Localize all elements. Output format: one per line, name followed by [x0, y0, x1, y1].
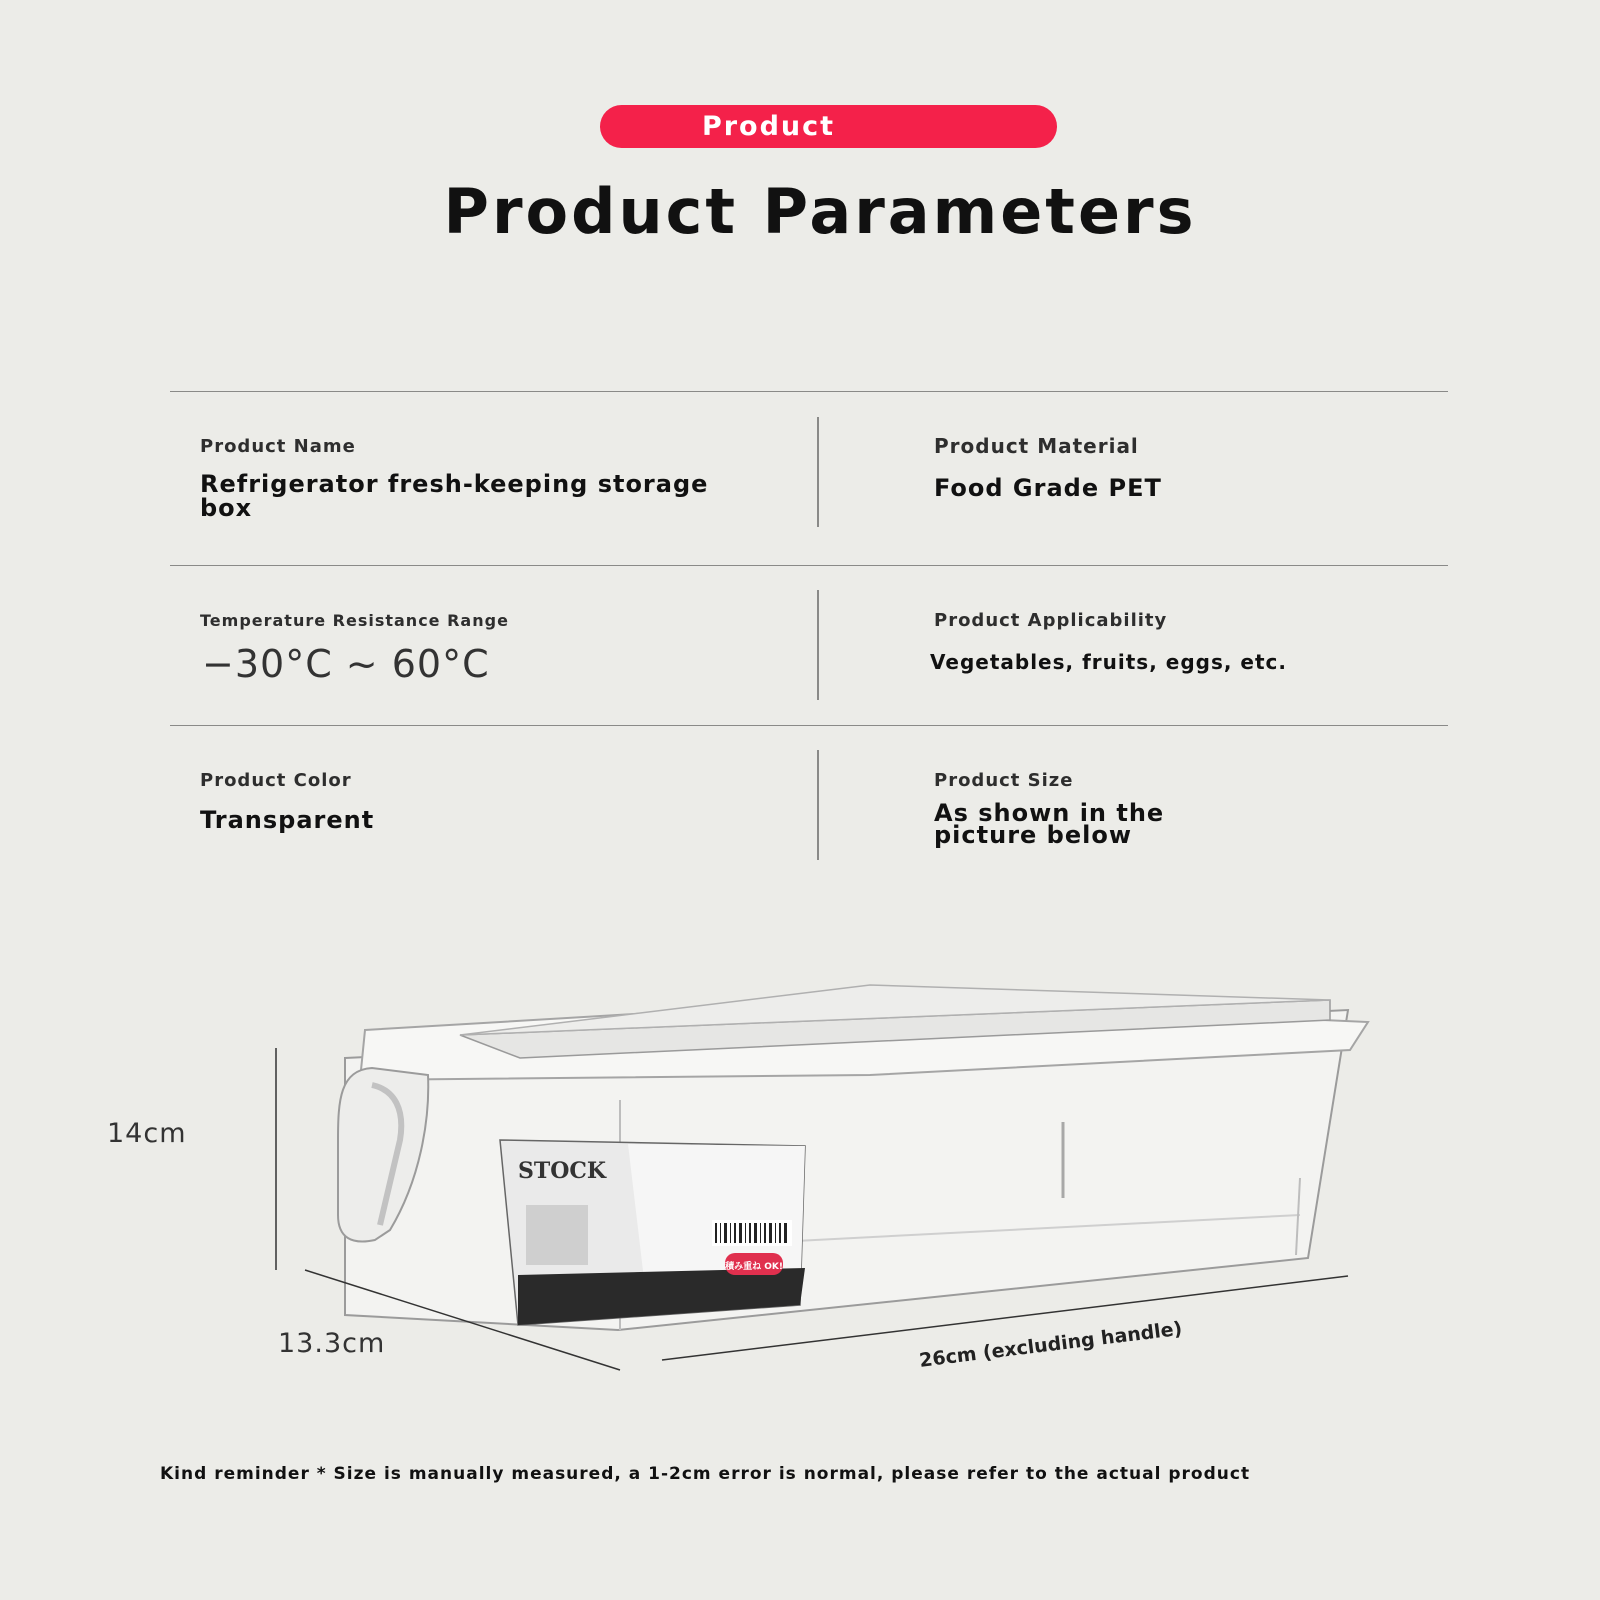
kind-reminder: Kind reminder * Size is manually measured, a 1-2cm error is normal, please refer to the actual product [160, 1464, 1251, 1484]
product-size-value: As shown in the picture below [934, 799, 1165, 849]
product-color-label: Product Color [200, 770, 352, 791]
sticker-photo [526, 1205, 588, 1265]
product-material-label: Product Material [934, 434, 1139, 458]
applicability-label: Product Applicability [934, 610, 1168, 631]
height-dimension-label: 14cm [107, 1118, 187, 1149]
length-dimension-label: 26cm (excluding handle) [918, 1317, 1184, 1372]
sticker-brand-text: STOCK [518, 1158, 607, 1184]
sticker-ok-text: 積み重ね OK! [725, 1262, 783, 1272]
product-name-value: Refrigerator fresh-keeping storage box [200, 470, 709, 522]
product-name-label: Product Name [200, 436, 356, 457]
depth-dimension-label: 13.3cm [278, 1328, 386, 1359]
product-badge-label: Product [701, 111, 836, 142]
page-title: Product Parameters [443, 175, 1197, 248]
product-size-label: Product Size [934, 770, 1074, 791]
temperature-value: −30°C ~ 60°C [202, 642, 490, 686]
product-material-value: Food Grade PET [934, 474, 1162, 502]
product-color-value: Transparent [200, 806, 375, 834]
barcode-icon [712, 1220, 792, 1246]
applicability-value: Vegetables, fruits, eggs, etc. [930, 650, 1288, 674]
temperature-label: Temperature Resistance Range [200, 611, 509, 630]
